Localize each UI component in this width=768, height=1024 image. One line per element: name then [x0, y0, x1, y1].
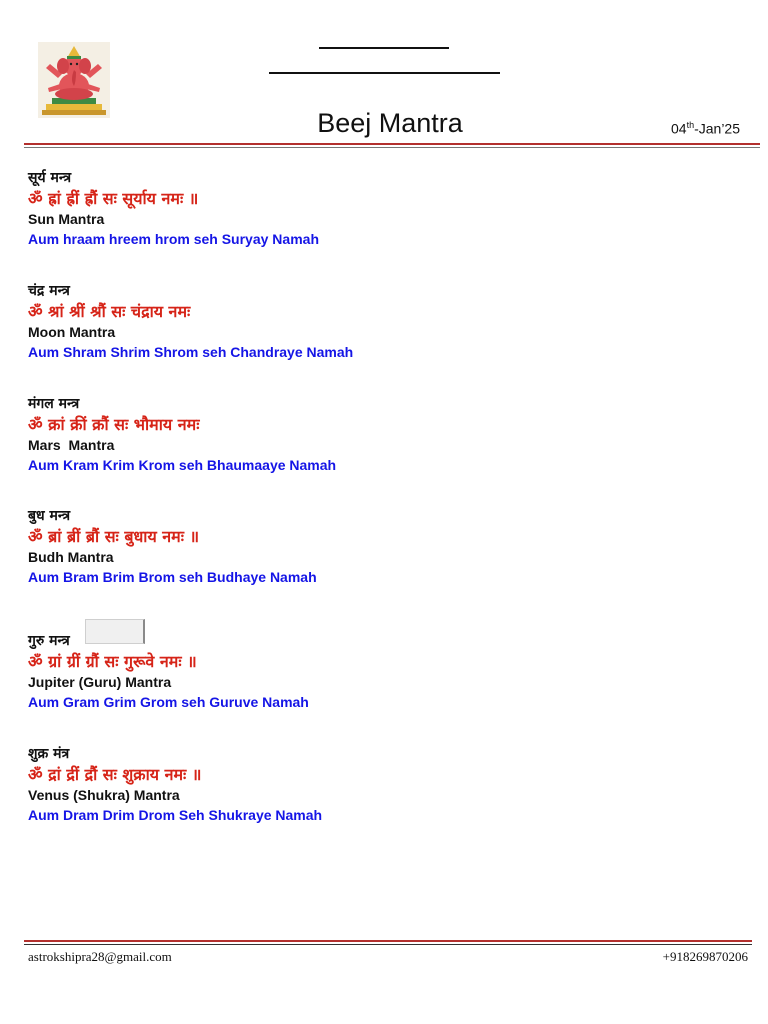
- mantra-hindi-title: मंगल मन्त्र: [28, 396, 80, 412]
- header-divider-thin: [24, 147, 760, 148]
- page-title: Beej Mantra: [317, 108, 463, 138]
- mantra-hindi-title: शुक्र मंत्र: [28, 746, 70, 762]
- mantra-block-guru: [28, 631, 748, 712]
- mantra-hindi-title: गुरु मन्त्र: [28, 633, 70, 649]
- mantra-transliteration: Aum Dram Drim Drom Seh Shukraye Namah: [28, 807, 323, 823]
- mantra-sanskrit-text: ॐ ग्रां ग्रीं ग्रौं सः गुरूवे नमः ॥: [28, 652, 197, 671]
- mantra-block-sun: [28, 168, 748, 249]
- mantra-english-title: Sun Mantra: [28, 211, 105, 227]
- mantra-transliteration: Aum Kram Krim Krom seh Bhaumaaye Namah: [28, 457, 337, 473]
- mantra-english-title: Mars Mantra: [28, 437, 115, 453]
- mantra-hindi-title-row: [28, 631, 748, 651]
- mantra-transliteration: Aum hraam hreem hrom seh Suryay Namah: [28, 231, 319, 247]
- mantra-sanskrit-text: ॐ द्रां द्रीं द्रौं सः शुक्राय नमः ॥: [28, 765, 202, 784]
- mantra-sanskrit-text: ॐ ह्रां ह्रीं ह्रौं सः सूर्याय नमः ॥: [28, 189, 199, 208]
- mantra-hindi-title: बुध मन्त्र: [28, 508, 71, 524]
- footer-phone: +918269870206: [662, 949, 748, 964]
- mantra-transliteration: Aum Shram Shrim Shrom seh Chandraye Namah: [28, 344, 354, 360]
- footer-divider-thin: [24, 944, 752, 945]
- mantra-english-title: Jupiter (Guru) Mantra: [28, 674, 172, 690]
- footer-divider: [24, 940, 752, 942]
- mantra-english-title: Venus (Shukra) Mantra: [28, 787, 180, 803]
- embedded-form-box[interactable]: [85, 619, 145, 644]
- mantra-block-shukra: [28, 744, 748, 825]
- decorative-rule-long: [269, 72, 500, 74]
- ganesha-logo-icon: [38, 42, 110, 118]
- mantra-transliteration: Aum Bram Brim Brom seh Budhaye Namah: [28, 569, 317, 585]
- mantra-sanskrit-text: ॐ क्रां क्रीं क्रौं सः भौमाय नमः: [28, 415, 200, 434]
- mantra-block-moon: [28, 281, 748, 362]
- mantra-block-mars: [28, 394, 748, 475]
- mantra-block-budh: [28, 506, 748, 587]
- mantra-transliteration: Aum Gram Grim Grom seh Guruve Namah: [28, 694, 309, 710]
- mantra-hindi-title: चंद्र मन्त्र: [28, 283, 70, 299]
- mantra-hindi-title: सूर्य मन्त्र: [28, 170, 72, 186]
- mantra-english-title: Moon Mantra: [28, 324, 116, 340]
- mantra-english-title: Budh Mantra: [28, 549, 114, 565]
- header-divider: [24, 143, 760, 145]
- document-date: 04th-Jan’25: [670, 120, 740, 137]
- footer-email: astrokshipra28@gmail.com: [28, 949, 172, 964]
- mantra-sanskrit-text: ॐ श्रां श्रीं श्रौं सः चंद्राय नमः: [28, 302, 191, 321]
- mantra-sanskrit-text: ॐ ब्रां ब्रीं ब्रौं सः बुधाय नमः ॥: [28, 527, 200, 546]
- decorative-rule-short: [319, 47, 449, 49]
